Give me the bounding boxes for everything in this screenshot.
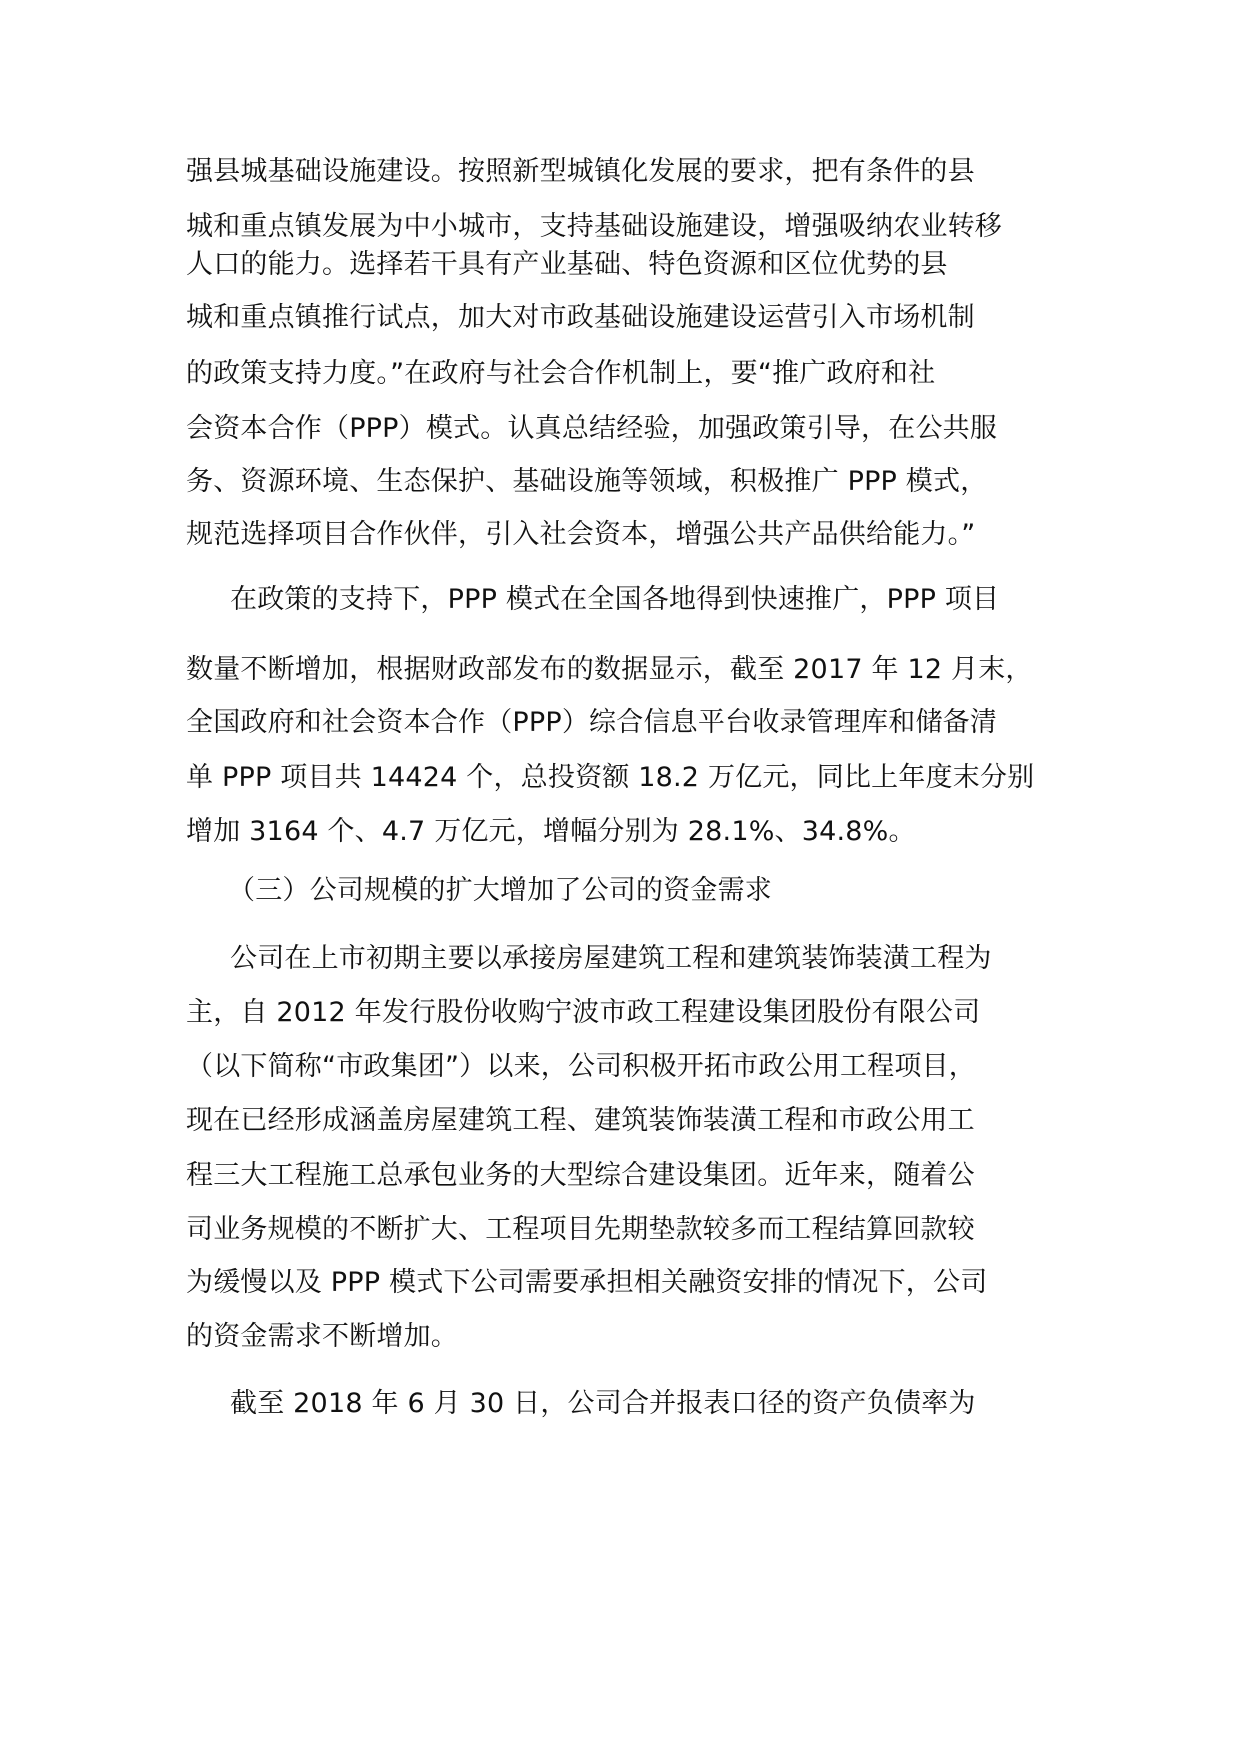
text-line: 全国政府和社会资本合作（PPP）综合信息平台收录管理库和储备清 [186, 707, 998, 738]
text-line: 强县城基础设施建设。按照新型城镇化发展的要求，把有条件的县 [186, 156, 975, 187]
text-line: 程三大工程施工总承包业务的大型综合建设集团。近年来，随着公 [186, 1160, 975, 1191]
paragraph-first-line: 截至 2018 年 6 月 30 日，公司合并报表口径的资产负债率为 [230, 1388, 976, 1419]
text-line: 会资本合作（PPP）模式。认真总结经验，加强政策引导，在公共服 [186, 413, 998, 444]
paragraph-first-line: 公司在上市初期主要以承接房屋建筑工程和建筑装饰装潢工程为 [230, 943, 992, 974]
text-line: 单 PPP 项目共 14424 个，总投资额 18.2 万亿元，同比上年度末分别 [186, 762, 1035, 793]
text-line: 主，自 2012 年发行股份收购宁波市政工程建设集团股份有限公司 [186, 997, 981, 1028]
text-line: （以下简称“市政集团”）以来，公司积极开拓市政公用工程项目， [186, 1051, 976, 1082]
text-line: 的政策支持力度。”在政府与社会合作机制上，要“推广政府和社 [186, 358, 936, 389]
text-line: 现在已经形成涵盖房屋建筑工程、建筑装饰装潢工程和市政公用工 [186, 1105, 975, 1136]
text-line: 司业务规模的不断扩大、工程项目先期垫款较多而工程结算回款较 [186, 1214, 975, 1245]
text-line: 增加 3164 个、4.7 万亿元，增幅分别为 28.1%、34.8%。 [186, 816, 916, 847]
text-line: 人口的能力。选择若干具有产业基础、特色资源和区位优势的县 [186, 249, 948, 280]
text-line: 规范选择项目合作伙伴，引入社会资本，增强公共产品供给能力。” [186, 519, 976, 550]
text-line: 数量不断增加，根据财政部发布的数据显示，截至 2017 年 12 月末， [186, 654, 1033, 685]
text-line: 为缓慢以及 PPP 模式下公司需要承担相关融资安排的情况下，公司 [186, 1267, 988, 1298]
text-line: 务、资源环境、生态保护、基础设施等领域，积极推广 PPP 模式， [186, 466, 988, 497]
text-line: 城和重点镇推行试点，加大对市政基础设施建设运营引入市场机制 [186, 302, 975, 333]
section-heading: （三）公司规模的扩大增加了公司的资金需求 [228, 875, 772, 906]
text-line: 城和重点镇发展为中小城市，支持基础设施建设，增强吸纳农业转移 [186, 211, 1002, 242]
paragraph-first-line: 在政策的支持下，PPP 模式在全国各地得到快速推广，PPP 项目 [230, 584, 1000, 615]
text-line: 的资金需求不断增加。 [186, 1321, 458, 1352]
